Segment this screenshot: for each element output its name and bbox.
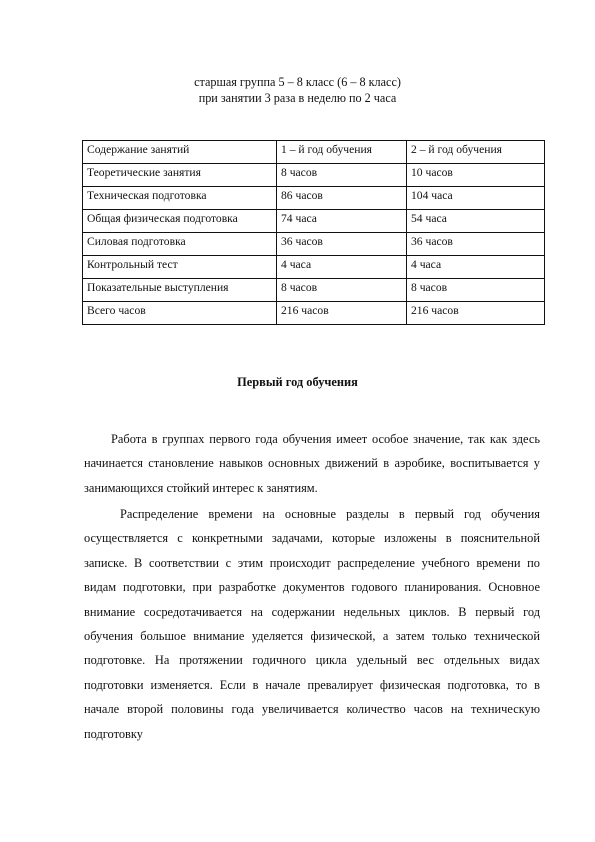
- hours-distribution-table: [82, 140, 545, 325]
- table-cell-activity: Силовая подготовка: [83, 233, 277, 256]
- table-row: [83, 210, 545, 233]
- table-cell-year-1-hours: 86 часов: [277, 187, 407, 210]
- column-header-content: Содержание занятий: [83, 141, 277, 164]
- table-cell-year-2-hours: 8 часов: [407, 279, 545, 302]
- column-header-year-1: 1 – й год обучения: [277, 141, 407, 164]
- table-cell-year-2-hours: 216 часов: [407, 302, 545, 325]
- section-title: Первый год обучения: [237, 375, 358, 389]
- table-cell-year-2-hours: 104 часа: [407, 187, 545, 210]
- table-row: [83, 256, 545, 279]
- table-header-row: [83, 141, 545, 164]
- table-row-total: [83, 302, 545, 325]
- paragraph-intro: Работа в группах первого года обучения имеет особое значение, так как здесь начинается становление навыков основных движений в аэробике, воспитывается у занимающихся стойкий интерес к занятиям.: [84, 432, 540, 495]
- column-header-year-2: 2 – й год обучения: [407, 141, 545, 164]
- table-cell-activity: Контрольный тест: [83, 256, 277, 279]
- table-cell-activity: Всего часов: [83, 302, 277, 325]
- table-cell-year-2-hours: 54 часа: [407, 210, 545, 233]
- table-row: [83, 279, 545, 302]
- table-row: [83, 233, 545, 256]
- header-line-schedule: при занятии 3 раза в неделю по 2 часа: [198, 91, 397, 105]
- table-cell-year-1-hours: 74 часа: [277, 210, 407, 233]
- table-cell-year-2-hours: 4 часа: [407, 256, 545, 279]
- table-row: [83, 164, 545, 187]
- table-cell-year-1-hours: 4 часа: [277, 256, 407, 279]
- table-cell-year-1-hours: 36 часов: [277, 233, 407, 256]
- paragraph-time-distribution: Распределение времени на основные разделы в первый год обучения осуществляется с конкретными задачами, которые изложены в пояснительной записке. В соответствии с этим происходит распределение учебного времени по видам подготовки, при разработке документов годового планирования. Основное внимание сосредотачивается на содержании недельных циклов. В первый год обучения большое внимание уделяется физической, а затем только технической подготовке. На протяжении годичного цикла удельный вес отдельных видах подготовки изменяется. Если в начале превалирует физическая подготовка, то в начале второй половины года увеличивается количество часов на техническую подготовку: [84, 507, 540, 741]
- table-cell-activity: Показательные выступления: [83, 279, 277, 302]
- table-cell-year-2-hours: 10 часов: [407, 164, 545, 187]
- table-cell-year-1-hours: 8 часов: [277, 279, 407, 302]
- table-cell-year-1-hours: 216 часов: [277, 302, 407, 325]
- document-header: [0, 74, 595, 106]
- header-line-group: старшая группа 5 – 8 класс (6 – 8 класс): [194, 75, 401, 89]
- table-row: [83, 187, 545, 210]
- table-cell-activity: Общая физическая подготовка: [83, 210, 277, 233]
- table-cell-year-2-hours: 36 часов: [407, 233, 545, 256]
- table-cell-year-1-hours: 8 часов: [277, 164, 407, 187]
- table-cell-activity: Теоретические занятия: [83, 164, 277, 187]
- table-cell-activity: Техническая подготовка: [83, 187, 277, 210]
